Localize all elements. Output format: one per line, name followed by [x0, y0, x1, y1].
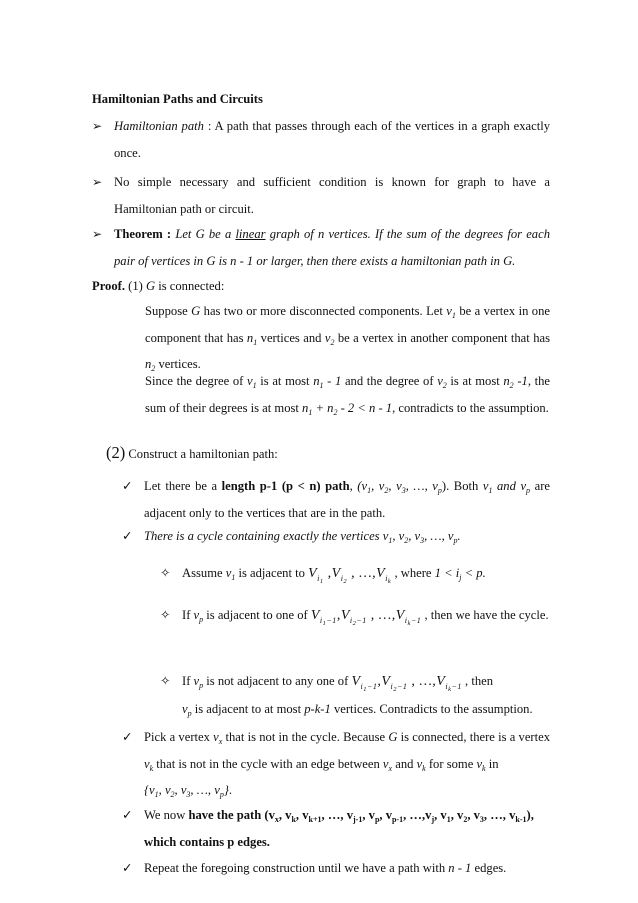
checkmark-icon: ✓ — [122, 730, 133, 744]
proof-paragraph-2: Since the degree of $v_1$ is at most $n_1 - 1$ and the degree of $v_2$ is at most $n_2$ -1, the sum of their degrees is at most $n_1 + n_2 - 2 < n - 1$, contradicts to the assumption. — [145, 374, 551, 417]
proof-step-2: (2) Construct a hamiltonian path: — [106, 443, 278, 462]
check-item-path: ✓ We now have the path ($v_x$, $v_k$, $v_{k+1}$, …, $v_{j-1}$, $v_p$, $v_{p-1}$, $\dots,v_j$, $v_1$, $v_2$, $v_3$, …, $v_{k-1}$), which contains p edges. — [122, 802, 550, 855]
proof-heading: Proof. (1) G is connected: — [92, 279, 225, 293]
arrow-bullet-icon: ➢ — [92, 175, 103, 189]
sub-item-adjacent: ✧ If $v_p$ is adjacent to one of $V_{i_1-1},V_{i_2-1}$ , $\dots,V_{i_k-1}$ , then we have the cycle. — [160, 602, 550, 630]
checkmark-icon: ✓ — [122, 808, 133, 822]
diamond-bullet-icon: ✧ — [160, 608, 171, 622]
bullet-no-condition — [92, 169, 550, 222]
bullet-hamiltonian-path — [92, 113, 550, 166]
checkmark-icon: ✓ — [122, 861, 133, 875]
bullet-theorem — [92, 221, 550, 274]
checkmark-icon: ✓ — [122, 479, 133, 493]
arrow-bullet-icon: ➢ — [92, 119, 103, 133]
sub-item-not-adjacent: ✧ If $v_p$ is not adjacent to any one of $V_{i_1-1},V_{i_2-1}$ , $\dots,V_{i_k-1}$ , then $v_p$ is adjacent to at most p-k-1 vertices. Contradicts to the assumption. — [160, 668, 550, 722]
bullet-text: Hamiltonian path : A path that passes through each of the vertices in a graph exactly once. — [114, 119, 550, 160]
sub-item-assume: ✧ Assume $v_1$ is adjacent to $V_{i_1}$ $,V_{i_2}$ , $\dots,V_{i_k}$ , where $1 < i_j < p$. — [160, 560, 550, 588]
check-item-repeat: ✓ Repeat the foregoing construction until we have a path with n - 1 edges. — [122, 855, 550, 882]
vertex-minus-one-formula: $V_{i_1-1},V_{i_2-1}$ , $\dots,V_{i_k-1}$ — [351, 674, 462, 693]
bullet-text: No simple necessary and sufficient condition is known for graph to have a Hamiltonian path or circuit. — [114, 175, 550, 216]
arrow-bullet-icon: ➢ — [92, 227, 103, 241]
check-item-pick-vertex: ✓ Pick a vertex $v_x$ that is not in the cycle. Because G is connected, there is a vertex $v_k$ that is not in the cycle with an edge between $v_x$ and $v_k$ for some $v_k$ in {$v_1$, $v_2$, $v_3$, …, $v_p$}. — [122, 724, 550, 804]
page-title: Hamiltonian Paths and Circuits — [92, 92, 263, 106]
proof-paragraph-1: Suppose G has two or more disconnected components. Let $v_1$ be a vertex in one component that has $n_1$ vertices and $v_2$ be a vertex in another component that has $n_2$ vertices. — [145, 304, 550, 373]
check-item-length-path: ✓ Let there be a length p-1 (p < n) path, ($v_1$, $v_2$, $v_3$, …, $v_p$). Both $v_1$ and $v_p$ are adjacent only to the vertices that are in the path. — [122, 473, 550, 526]
diamond-bullet-icon: ✧ — [160, 566, 171, 580]
linear-link: linear — [235, 227, 266, 241]
diamond-bullet-icon: ✧ — [160, 674, 171, 688]
checkmark-icon: ✓ — [122, 529, 133, 543]
vertex-sequence-formula: $V_{i_1}$ $,V_{i_2}$ , $\dots,V_{i_k}$ — [308, 566, 392, 585]
vertex-minus-one-formula: $V_{i_1-1},V_{i_2-1}$ , $\dots,V_{i_k-1}$ — [310, 608, 422, 627]
theorem-text: Theorem : Let G be a linear graph of n vertices. If the sum of the degrees for each pair of vertices in G is n - 1 or larger, then there exists a hamiltonian path in G. — [114, 227, 550, 268]
check-item-cycle: ✓ There is a cycle containing exactly the vertices $v_1$, $v_2$, $v_3$, …, $v_p$. — [122, 523, 550, 550]
